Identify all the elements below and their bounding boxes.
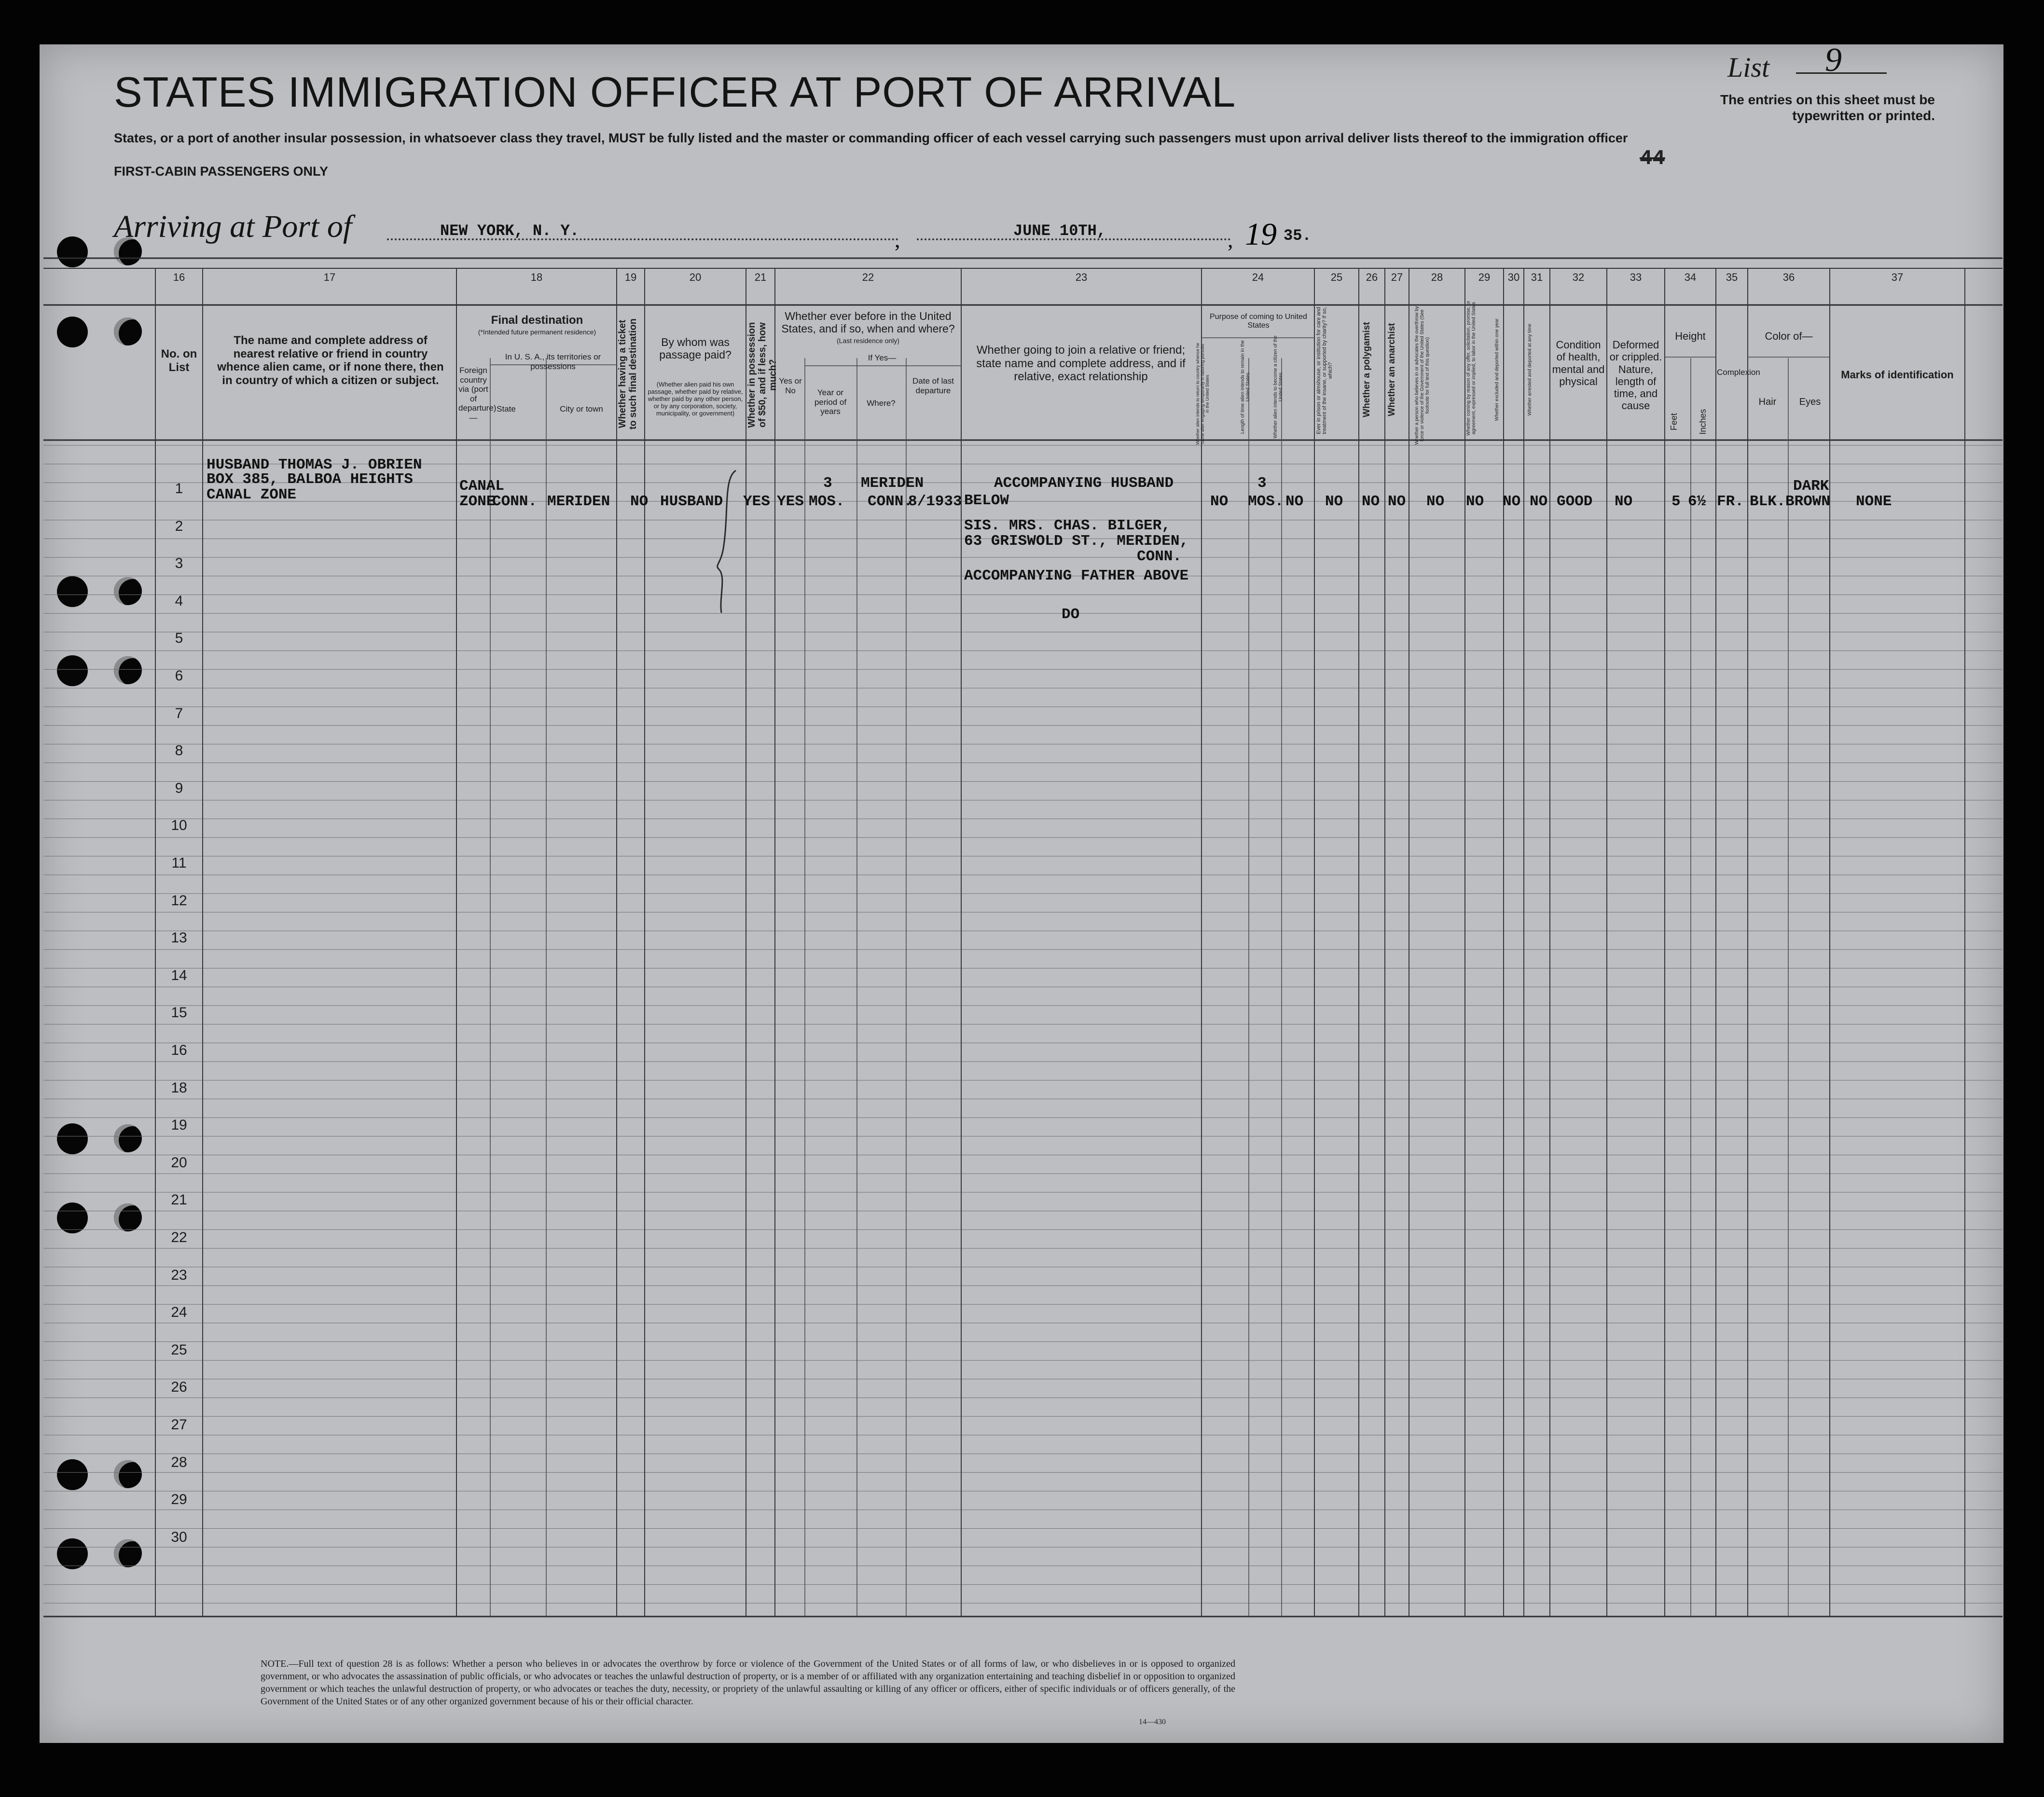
col-num-29: 29 — [1478, 271, 1491, 283]
where-line-1: MERIDEN — [861, 475, 924, 492]
page-subtitle: States, or a port of another insular possession, in whatsoever class they travel, MUST be fully listed and the master or commanding officer of each vessel carrying such passengers must upon arrival deliver lists thereof to the immigration officer — [114, 131, 1628, 145]
port-value: NEW YORK, N. Y. — [440, 222, 580, 240]
row-number: 16 — [171, 1042, 187, 1058]
brace-mark — [718, 470, 736, 613]
col-num-22: 22 — [862, 271, 874, 283]
fifty-value: YES — [743, 493, 770, 510]
row-number: 25 — [171, 1341, 187, 1358]
header-period: Year or period of years — [814, 388, 847, 416]
header-paid-by: By whom was passage paid? — [659, 336, 732, 361]
excluded-value: NO — [1503, 493, 1521, 510]
foreign-country-2: ZONE — [459, 493, 496, 510]
col-num-23: 23 — [1075, 271, 1088, 283]
row-number: 1 — [175, 481, 183, 497]
footnote: NOTE.—Full text of question 28 is as follows: Whether a person who believes in or advocates the overthrow by force or violence of the Government of the United States or of all forms of law, or who disbelieves in or is opposed to organized government, or who advocates the assassination of public officials, or who advocates or teaches the unlawful destruction of property, or is a member of or affiliated with any organization entertaining and teaching disbelief in or opposition to organized government or which teaches the unlawful destruction of property, or who advocates or teaches the duty, necessity, or propriety of the unlawful assaulting or killing of any officer or officers, either of specific individuals or of officers generally, of the Government of the United States or of any other organized government because of his or their official character. — [261, 1659, 1235, 1707]
form-number: 14—430 — [1139, 1718, 1166, 1726]
arrested-value: NO — [1530, 493, 1548, 510]
row-number: 20 — [171, 1154, 187, 1171]
join-line-1: ACCOMPANYING HUSBAND — [994, 475, 1174, 492]
col-num-19: 19 — [624, 271, 637, 283]
header-marks: Marks of identification — [1841, 369, 1954, 381]
foreign-country-1: CANAL — [459, 478, 505, 495]
eyes-line-2: BROWN — [1785, 493, 1831, 510]
col-num-25: 25 — [1330, 271, 1343, 283]
header-inches: Inches — [1698, 409, 1708, 435]
list-number: 9 — [1796, 48, 1887, 74]
relative-line-1: HUSBAND THOMAS J. OBRIEN — [207, 456, 422, 473]
header-polygamist: Whether a polygamist — [1362, 322, 1372, 417]
col-num-37: 37 — [1891, 271, 1904, 283]
row-number: 2 — [175, 518, 183, 534]
header-fifty: Whether in possession of $50, and if less, how much? — [746, 322, 778, 428]
paid-by-value: HUSBAND — [660, 493, 723, 510]
row-number: 9 — [175, 780, 183, 796]
col-num-16: 16 — [173, 271, 185, 283]
row-number: 15 — [171, 1005, 187, 1021]
labor-offer-value: NO — [1466, 493, 1484, 510]
row-number: 26 — [171, 1379, 187, 1396]
health-value: GOOD — [1557, 493, 1593, 510]
prison-value: NO — [1325, 493, 1343, 510]
inches-value: 6½ — [1688, 493, 1706, 510]
row-number: 19 — [171, 1117, 187, 1133]
header-purpose-citizen: Whether alien intends to become a citizen of the United States — [1273, 335, 1284, 439]
header-city: City or town — [560, 404, 603, 414]
join-line-7: DO — [1062, 606, 1080, 623]
city-value: MERIDEN — [547, 493, 610, 510]
hair-value: BLK. — [1750, 493, 1786, 510]
join-line-3: SIS. MRS. CHAS. BILGER, — [964, 517, 1171, 534]
length-line-1: 3 — [1257, 475, 1267, 492]
join-line-4: 63 GRISWOLD ST., MERIDEN, — [964, 533, 1189, 550]
length-line-2: MOS. — [1248, 493, 1284, 510]
header-where: Where? — [867, 399, 896, 408]
eyes-line-1: DARK — [1793, 478, 1829, 495]
row-number: 18 — [171, 1079, 187, 1096]
col-num-17: 17 — [323, 271, 336, 283]
row-number: 6 — [175, 668, 183, 684]
polygamist-value: NO — [1362, 493, 1380, 510]
header-relative: The name and complete address of nearest relative or friend in country whence alien came, or if none there, then in country of which a citizen or subject. — [217, 334, 444, 387]
header-state: State — [497, 404, 516, 414]
row-number: 12 — [171, 892, 187, 909]
row-number: 23 — [171, 1267, 187, 1283]
marks-value: NONE — [1856, 493, 1892, 510]
header-color-of: Color of— — [1765, 330, 1813, 342]
row-number: 7 — [175, 705, 183, 721]
relative-line-3: CANAL ZONE — [207, 486, 297, 503]
col-num-30: 30 — [1507, 271, 1520, 283]
row-number: 14 — [171, 967, 187, 983]
header-usa: In U. S. A., its territories or possessions — [505, 352, 601, 371]
row-number: 30 — [171, 1529, 187, 1545]
col-num-35: 35 — [1726, 271, 1738, 283]
col-num-20: 20 — [689, 271, 702, 283]
deformed-value: NO — [1615, 493, 1633, 510]
header-labor-offer: Whether coming by reason of any offer, solicitation, promise, or agreement, expressed or implied, to labor in the United States — [1466, 301, 1477, 436]
row-number: 28 — [171, 1454, 187, 1470]
row-number: 4 — [175, 593, 183, 609]
header-ever-before: Whether ever before in the United States, and if so, when and where? — [781, 310, 955, 335]
ticket-value: NO — [630, 493, 649, 510]
header-last-departure: Date of last departure — [912, 376, 954, 395]
col-num-34: 34 — [1684, 271, 1697, 283]
header-height: Height — [1675, 330, 1706, 342]
row-number: 5 — [175, 630, 183, 647]
header-final-destination: Final destination — [491, 314, 583, 327]
last-departure-value: 8/1933 — [908, 493, 962, 510]
header-overthrow: Whether a person who believes in or advocates the overthrow by force or violence of the Government of the United States (See footnote for full text of this question) — [1414, 306, 1430, 445]
row-number: 8 — [175, 743, 183, 759]
where-line-2: CONN. — [868, 493, 913, 510]
row-number: 10 — [171, 817, 187, 834]
row-number: 11 — [171, 855, 187, 871]
sheet-stamp: 44 — [1640, 147, 1665, 171]
before-us-value: YES — [777, 493, 804, 510]
header-ticket: Whether having a ticket to such final destination — [617, 318, 638, 430]
header-foreign-country: Foreign country via (port of departure)— — [458, 366, 497, 422]
period-line-1: 3 — [823, 475, 832, 492]
header-no-on-list: No. on List — [161, 347, 197, 374]
header-excluded: Whether excluded and deported within one year — [1494, 318, 1500, 421]
join-line-2: BELOW — [964, 492, 1009, 509]
col-num-26: 26 — [1366, 271, 1378, 283]
complexion-value: FR. — [1717, 493, 1744, 510]
header-deformed: Deformed or crippled. Nature, length of time, and cause — [1609, 339, 1662, 412]
header-feet: Feet — [1669, 413, 1679, 431]
col-num-24: 24 — [1252, 271, 1264, 283]
header-purpose-return: Whether alien intends to return to country whence he came after engaging temporarily in laboring pursuits in the United States — [1195, 343, 1210, 445]
header-if-yes: If Yes— — [868, 353, 897, 362]
row-number: 22 — [171, 1230, 187, 1245]
date-value: JUNE 10TH, — [1013, 222, 1106, 240]
comma: , — [895, 227, 900, 252]
header-health: Condition of health, mental and physical — [1552, 339, 1605, 387]
header-prison: Ever in prison or almshouse, or institution for care and treatment of the insane, or supported by charity? If so, which? — [1316, 307, 1334, 434]
page-title: STATES IMMIGRATION OFFICER AT PORT OF ARRIVAL — [114, 68, 1236, 116]
row-number: 13 — [171, 930, 187, 946]
row-number: 24 — [171, 1304, 187, 1321]
join-line-6: ACCOMPANYING FATHER ABOVE — [964, 567, 1189, 584]
feet-value: 5 — [1671, 493, 1681, 510]
row-number: 21 — [171, 1192, 187, 1208]
header-last-residence: (Last residence only) — [837, 337, 899, 345]
header-complexion: Complexion — [1717, 368, 1760, 377]
citizen-value: NO — [1285, 493, 1304, 510]
header-anarchist: Whether an anarchist — [1387, 323, 1397, 416]
state-value: CONN. — [492, 493, 538, 510]
header-join-relative: Whether going to join a relative or friend; state name and complete address, and if relative, exact relationship — [976, 344, 1186, 384]
overthrow-value: NO — [1426, 493, 1445, 510]
anarchist-value: NO — [1388, 493, 1406, 510]
arriving-label: Arriving at Port of — [114, 209, 352, 244]
col-num-36: 36 — [1782, 271, 1795, 283]
period-line-2: MOS. — [809, 493, 845, 510]
col-num-28: 28 — [1431, 271, 1443, 283]
year-prefix: 19 — [1245, 217, 1277, 252]
header-eyes: Eyes — [1799, 397, 1821, 407]
header-yes-no: Yes or No — [779, 376, 802, 395]
return-value: NO — [1210, 493, 1229, 510]
row-number: 29 — [171, 1492, 187, 1508]
row-number: 27 — [171, 1417, 187, 1433]
header-purpose: Purpose of coming to United States — [1210, 313, 1307, 330]
join-line-5: CONN. — [1137, 548, 1182, 565]
row-number: 3 — [175, 555, 183, 572]
typewritten-instruction: The entries on this sheet must be typewritten or printed. — [1720, 92, 1935, 123]
header-purpose-length: Length of time alien intends to remain in the United States — [1240, 340, 1251, 434]
passenger-class: FIRST-CABIN PASSENGERS ONLY — [114, 164, 329, 179]
header-arrested: Whether arrested and deported at any time — [1527, 323, 1533, 416]
col-num-21: 21 — [754, 271, 767, 283]
comma: , — [1228, 227, 1233, 252]
col-num-32: 32 — [1572, 271, 1585, 283]
col-num-18: 18 — [530, 271, 543, 283]
col-num-27: 27 — [1391, 271, 1403, 283]
header-final-destination-note: (*Intended future permanent residence) — [478, 328, 596, 336]
col-num-31: 31 — [1531, 271, 1543, 283]
year-suffix: 35. — [1284, 227, 1312, 245]
list-label: List — [1727, 52, 1770, 83]
relative-line-2: BOX 385, BALBOA HEIGHTS — [207, 471, 413, 488]
header-hair: Hair — [1758, 397, 1777, 407]
col-num-33: 33 — [1630, 271, 1642, 283]
header-paid-by-note: (Whether alien paid his own passage, whether paid by relative, whether paid by any other person, or by any corporation, society, municipality, or government) — [648, 381, 743, 417]
